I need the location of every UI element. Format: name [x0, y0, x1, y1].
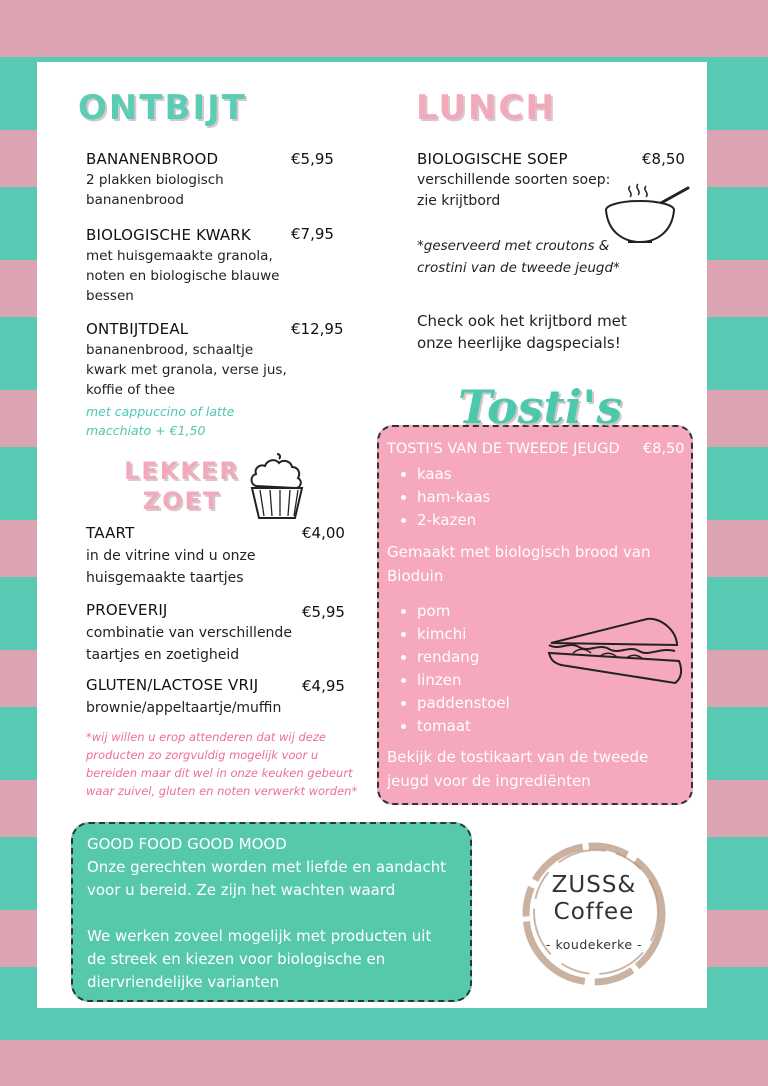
good-food-line: Onze gerechten worden met liefde en aandacht — [87, 858, 447, 876]
menu-item-kwark — [86, 226, 296, 306]
good-food-line: We werken zoveel mogelijk met producten uit — [87, 927, 432, 945]
item-price: €8,50 — [642, 150, 685, 168]
list-item: • ham-kaas — [417, 486, 490, 509]
cupcake-icon — [244, 450, 310, 522]
item-name: PROEVERIJ — [86, 601, 168, 619]
allergen-note-line: producten zo zorgvuldig mogelijk voor u — [86, 748, 319, 762]
item-desc-line: taartjes en zoetigheid — [86, 647, 240, 663]
tosti-header: TOSTI'S VAN DE TWEEDE JEUGD — [387, 441, 620, 457]
list-item: • tomaat — [417, 715, 510, 738]
tosti-bread-text — [387, 540, 687, 588]
item-name: BIOLOGISCHE SOEP — [417, 150, 568, 168]
list-item: • kimchi — [417, 623, 510, 646]
item-note-line: macchiato + €1,50 — [86, 423, 206, 438]
menu-item-taart — [86, 524, 316, 589]
list-item: • pom — [417, 600, 510, 623]
good-food-line: de streek en kiezen voor biologische en — [87, 950, 386, 968]
item-desc-line: combinatie van verschillende — [86, 625, 292, 641]
item-desc-line: verschillende soorten soep: — [417, 172, 611, 188]
tosti-box — [377, 425, 693, 805]
good-food-box — [71, 822, 472, 1002]
logo-line-3: - koudekerke - — [545, 937, 643, 952]
item-desc-line: koffie of thee — [86, 382, 176, 398]
allergen-note-line: bereiden maar dit wel in onze keuken gebeurt — [86, 766, 353, 780]
tostis-title: Tosti's — [458, 380, 623, 434]
list-item: • paddenstoel — [417, 692, 510, 715]
item-desc-line: bananenbrood, schaaltje — [86, 342, 254, 358]
lunch-note — [417, 235, 657, 279]
tosti-list-2 — [379, 600, 510, 738]
allergen-note-line: *wij willen u erop attenderen dat wij deze — [86, 730, 326, 744]
dagspecials-text — [417, 310, 677, 354]
item-note-line: met cappuccino of latte — [86, 404, 235, 419]
item-desc-line: huisgemaakte taartjes — [86, 570, 244, 586]
list-item: • 2-kazen — [417, 509, 490, 532]
item-desc-line: bananenbrood — [86, 192, 185, 208]
item-desc-line: bessen — [86, 288, 134, 304]
item-name: GLUTEN/LACTOSE VRIJ — [86, 676, 259, 694]
good-food-line: diervriendelijke varianten — [87, 973, 280, 991]
zuss-coffee-logo — [514, 834, 674, 994]
item-name: TAART — [86, 524, 135, 542]
good-food-line: voor u bereid. Ze zijn het wachten waard — [87, 881, 396, 899]
item-desc-line: brownie/appeltaartje/muffin — [86, 700, 282, 716]
item-price: €4,00 — [302, 524, 345, 542]
sandwich-icon — [543, 613, 689, 697]
list-item: • rendang — [417, 646, 510, 669]
ontbijt-title: ONTBIJT — [78, 88, 247, 128]
tosti-footer-text — [387, 745, 687, 793]
good-food-title: GOOD FOOD GOOD MOOD — [87, 835, 287, 853]
item-desc-line: zie krijtbord — [417, 193, 501, 209]
menu-item-gluten-lactose-vrij — [86, 676, 316, 719]
lekker-zoet-title-line: LEKKER — [124, 457, 240, 485]
item-price: €12,95 — [291, 320, 344, 338]
good-food-para-1 — [87, 856, 467, 902]
item-desc-line: 2 plakken biologisch — [86, 172, 224, 188]
menu-item-ontbijtdeal — [86, 320, 306, 440]
lekker-zoet-title — [124, 456, 240, 516]
dagspecials-line: onze heerlijke dagspecials! — [417, 334, 621, 352]
tosti-price: €8,50 — [643, 441, 685, 457]
menu-item-proeverij — [86, 601, 316, 666]
item-price: €4,95 — [302, 677, 345, 695]
item-name: ONTBIJTDEAL — [86, 320, 189, 338]
item-desc-line: kwark met granola, verse jus, — [86, 362, 287, 378]
item-price: €5,95 — [291, 150, 334, 168]
logo-line-1: ZUSS& — [551, 872, 637, 898]
allergen-note — [86, 728, 371, 800]
item-name: BIOLOGISCHE KWARK — [86, 226, 251, 244]
logo-line-2: Coffee — [553, 899, 635, 925]
tosti-bread-line: Bioduin — [387, 567, 444, 585]
tosti-footer-line: jeugd voor de ingrediënten — [387, 772, 591, 790]
item-price: €5,95 — [302, 603, 345, 621]
item-desc-line: in de vitrine vind u onze — [86, 548, 256, 564]
tosti-bread-line: Gemaakt met biologisch brood van — [387, 543, 651, 561]
logo-text — [514, 872, 674, 926]
item-desc-line: noten en biologische blauwe — [86, 268, 280, 284]
list-item: • kaas — [417, 463, 490, 486]
lunch-note-line: *geserveerd met croutons & — [417, 238, 610, 254]
tosti-footer-line: Bekijk de tostikaart van de tweede — [387, 748, 649, 766]
tosti-list-1 — [379, 463, 490, 532]
lunch-note-line: crostini van de tweede jeugd* — [417, 260, 620, 276]
lunch-title: LUNCH — [416, 88, 556, 128]
dagspecials-line: Check ook het krijtbord met — [417, 312, 627, 330]
allergen-note-line: waar zuivel, gluten en noten verwerkt worden* — [86, 784, 358, 798]
lekker-zoet-title-line: ZOET — [142, 487, 222, 515]
item-price: €7,95 — [291, 225, 334, 243]
good-food-para-2 — [87, 925, 467, 994]
item-desc-line: met huisgemaakte granola, — [86, 248, 273, 264]
list-item: • linzen — [417, 669, 510, 692]
item-name: BANANENBROOD — [86, 150, 219, 168]
